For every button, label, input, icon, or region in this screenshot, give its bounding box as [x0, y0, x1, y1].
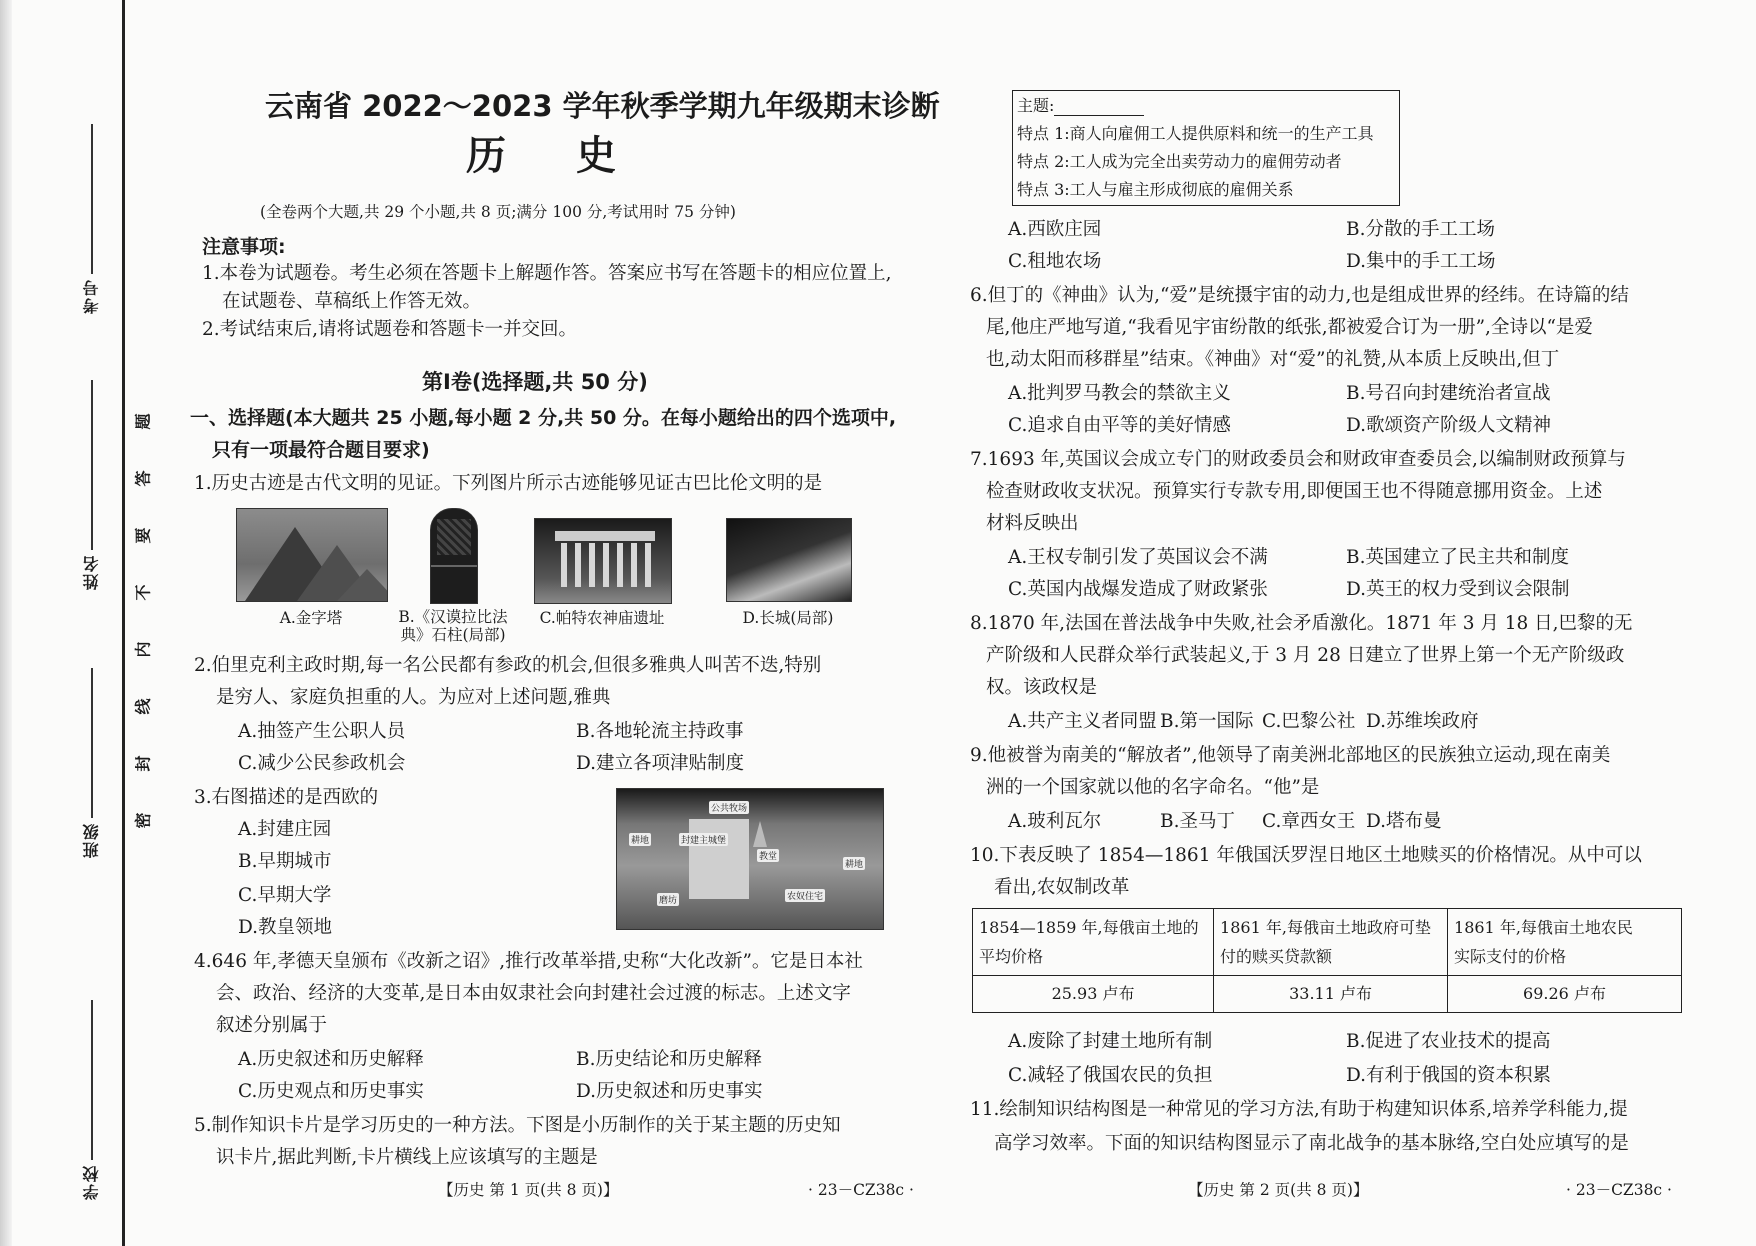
class-label: 班级 — [82, 822, 101, 858]
question-10-option-b[interactable]: B.促进了农业技术的提高 — [1346, 1031, 1551, 1052]
manor-label-castle: 封建主城堡 — [679, 833, 728, 846]
question-7-option-a[interactable]: A.王权专制引发了英国议会不满 — [1008, 547, 1268, 568]
part-heading: 一、选择题(本大题共 25 小题,每小题 2 分,共 50 分。在每小题给出的四个选项中, — [190, 407, 897, 429]
seal-char: 答 — [133, 470, 153, 487]
school-field[interactable] — [80, 1000, 103, 1200]
table-row — [973, 976, 1682, 1013]
exam-title: 云南省 2022～2023 学年秋季学期九年级期末诊断 — [265, 89, 940, 123]
question-4-option-b[interactable]: B.历史结论和历史解释 — [576, 1049, 762, 1070]
table-cell: 69.26 卢布 — [1448, 976, 1682, 1013]
question-10-option-d[interactable]: D.有利于俄国的资本积累 — [1346, 1065, 1552, 1086]
question-2-option-c[interactable]: C.减少公民参政机会 — [238, 753, 406, 774]
seal-char: 题 — [133, 413, 153, 430]
notice-1: 1.本卷为试题卷。考生必须在答题卡上解题作答。答案应书写在答题卡的相应位置上, — [202, 263, 892, 284]
header-line: 平均价格 — [979, 947, 1044, 966]
question-6-option-a[interactable]: A.批判罗马教会的禁欲主义 — [1008, 383, 1231, 404]
seal-line-warning — [133, 410, 153, 832]
page-2-code: · 23－CZ38c · — [1566, 1181, 1672, 1199]
binding-line — [122, 0, 125, 1246]
header-line: 1861 年,每俄亩土地农民 — [1454, 918, 1633, 937]
question-2-option-a[interactable]: A.抽签产生公职人员 — [238, 721, 406, 742]
question-5-option-c[interactable]: C.租地农场 — [1008, 251, 1102, 272]
great-wall-photo — [726, 518, 852, 602]
pyramids-photo — [236, 508, 388, 602]
table-header-cell — [1214, 909, 1448, 976]
question-7-option-d[interactable]: D.英王的权力受到议会限制 — [1346, 579, 1570, 600]
question-1-option-a: A.金字塔 — [279, 609, 343, 627]
question-1-option-d: D.长城(局部) — [742, 609, 834, 627]
question-4-stem-cont-2: 叙述分别属于 — [216, 1015, 328, 1036]
manor-label-mill: 磨坊 — [657, 893, 679, 906]
manor-label-farmland: 耕地 — [629, 833, 651, 846]
question-5-option-a[interactable]: A.西欧庄园 — [1008, 219, 1102, 240]
subject-title: 历史 — [466, 133, 686, 179]
question-9-stem-cont: 洲的一个国家就以他的名字命名。“他”是 — [986, 777, 1320, 798]
question-6-option-d[interactable]: D.歌颂资产阶级人文精神 — [1346, 415, 1552, 436]
seal-char: 线 — [133, 698, 153, 715]
question-6-option-c[interactable]: C.追求自由平等的美好情感 — [1008, 415, 1231, 436]
header-line: 实际支付的价格 — [1454, 947, 1567, 966]
question-9-stem: 9.他被誉为南美的“解放者”,他领导了南美洲北部地区的民族独立运动,现在南美 — [970, 745, 1611, 766]
notice-2: 2.考试结束后,请将试题卷和答题卡一并交回。 — [202, 319, 578, 340]
question-9-option-a[interactable]: A.玻利瓦尔 — [1008, 811, 1102, 832]
question-10-option-c[interactable]: C.减轻了俄国农民的负担 — [1008, 1065, 1213, 1086]
question-10-option-a[interactable]: A.废除了封建土地所有制 — [1008, 1031, 1213, 1052]
question-2-stem-cont: 是穷人、家庭负担重的人。为应对上述问题,雅典 — [216, 687, 611, 708]
header-line: 付的赎买贷款额 — [1220, 947, 1333, 966]
question-3-option-d[interactable]: D.教皇领地 — [238, 917, 333, 938]
question-2-option-d[interactable]: D.建立各项津贴制度 — [576, 753, 745, 774]
table-header-cell — [973, 909, 1214, 976]
seal-char: 内 — [133, 641, 153, 658]
question-8-stem-cont: 产阶级和人民群众举行武装起义,于 3 月 28 日建立了世界上第一个无产阶级政 — [986, 645, 1625, 666]
header-line: 1861 年,每俄亩土地政府可垫 — [1220, 918, 1431, 937]
question-4-stem-cont: 会、政治、经济的大变革,是日本由奴隶社会向封建社会过渡的标志。上述文字 — [216, 983, 851, 1004]
option-b-caption-line1: B.《汉谟拉比法 — [398, 608, 508, 626]
school-label: 学校 — [82, 1164, 101, 1200]
question-7-option-c[interactable]: C.英国内战爆发造成了财政紧张 — [1008, 579, 1268, 600]
question-9-option-b[interactable]: B.圣马丁 — [1160, 811, 1235, 832]
question-6-stem: 6.但丁的《神曲》认为,“爱”是统摄宇宙的动力,也是组成世界的经纬。在诗篇的结 — [970, 285, 1629, 306]
question-10-stem-cont: 看出,农奴制改革 — [994, 877, 1130, 898]
notice-1-cont: 在试题卷、草稿纸上作答无效。 — [222, 291, 482, 312]
manor-label-serf-houses: 农奴住宅 — [785, 889, 825, 902]
class-blank[interactable] — [91, 668, 93, 818]
table-cell: 33.11 卢布 — [1214, 976, 1448, 1013]
seal-char: 密 — [133, 812, 153, 829]
question-2-stem: 2.伯里克利主政时期,每一名公民都有参政的机会,但很多雅典人叫苦不迭,特别 — [194, 655, 822, 676]
card-topic-label: 主题: — [1017, 96, 1055, 115]
manor-label-church: 教堂 — [757, 849, 779, 862]
land-price-table — [972, 908, 1682, 1013]
question-4-option-a[interactable]: A.历史叙述和历史解释 — [238, 1049, 424, 1070]
question-8-stem-cont-2: 权。该政权是 — [986, 677, 1098, 698]
question-5-stem: 5.制作知识卡片是学习历史的一种方法。下图是小历制作的关于某主题的历史知 — [194, 1115, 841, 1136]
question-5-option-b[interactable]: B.分散的手工工场 — [1346, 219, 1495, 240]
question-3-option-c[interactable]: C.早期大学 — [238, 885, 332, 906]
question-10-stem: 10.下表反映了 1854—1861 年俄国沃罗涅日地区土地赎买的价格情况。从中可以 — [970, 845, 1642, 866]
question-6-stem-cont: 尾,他庄严地写道,“我看见宇宙纷散的纸张,都被爱合订为一册”,全诗以“是爱 — [986, 317, 1593, 338]
question-7-stem-cont: 检查财政收支状况。预算实行专款专用,即便国王也不得随意挪用资金。上述 — [986, 481, 1603, 502]
name-field[interactable] — [80, 380, 103, 590]
question-5-option-d[interactable]: D.集中的手工工场 — [1346, 251, 1496, 272]
table-header-row — [973, 909, 1682, 976]
question-8-option-c[interactable]: C.巴黎公社 — [1262, 711, 1356, 732]
question-7-stem: 7.1693 年,英国议会成立专门的财政委员会和财政审查委员会,以编制财政预算与 — [970, 449, 1626, 470]
notice-heading: 注意事项: — [202, 236, 286, 258]
knowledge-card — [1012, 90, 1400, 206]
card-feature-2: 特点 2:工人成为完全出卖劳动力的雇佣劳动者 — [1017, 152, 1342, 171]
card-feature-3: 特点 3:工人与雇主形成彻底的雇佣关系 — [1017, 180, 1294, 199]
question-8-option-b[interactable]: B.第一国际 — [1160, 711, 1254, 732]
stele-photo — [430, 508, 478, 604]
card-topic — [1017, 93, 1144, 116]
question-1-option-c: C.帕特农神庙遗址 — [539, 609, 665, 627]
seal-char: 封 — [133, 755, 153, 772]
question-4-option-d[interactable]: D.历史叙述和历史事实 — [576, 1081, 763, 1102]
binding-margin — [0, 0, 165, 1246]
part-heading-cont: 只有一项最符合题目要求) — [212, 439, 430, 461]
question-3-option-b[interactable]: B.早期城市 — [238, 851, 332, 872]
parthenon-photo — [534, 518, 672, 604]
table-cell: 25.93 卢布 — [973, 976, 1214, 1013]
header-line: 1854—1859 年,每俄亩土地的 — [979, 918, 1199, 937]
exam-number-label: 考号 — [82, 278, 101, 314]
school-blank[interactable] — [91, 1000, 93, 1160]
section-heading: 第Ⅰ卷(选择题,共 50 分) — [422, 370, 648, 394]
question-8-stem: 8.1870 年,法国在普法战争中失败,社会矛盾激化。1871 年 3 月 18 日,巴黎的无 — [970, 613, 1633, 634]
question-1-stem: 1.历史古迹是古代文明的见证。下列图片所示古迹能够见证古巴比伦文明的是 — [194, 473, 823, 494]
question-7-option-b[interactable]: B.英国建立了民主共和制度 — [1346, 547, 1569, 568]
seal-char: 不 — [133, 584, 153, 601]
question-8-option-d[interactable]: D.苏维埃政府 — [1366, 711, 1479, 732]
page-1-footer: 【历史 第 1 页(共 8 页)】 — [438, 1181, 619, 1199]
class-field[interactable] — [80, 668, 103, 858]
question-11-stem-cont: 高学习效率。下面的知识结构图显示了南北战争的基本脉络,空白处应填写的是 — [994, 1133, 1629, 1154]
feudal-manor-illustration — [616, 788, 884, 930]
name-label: 姓名 — [82, 554, 101, 590]
card-feature-1: 特点 1:商人向雇佣工人提供原料和统一的生产工具 — [1017, 124, 1374, 143]
manor-label-farmland-2: 耕地 — [843, 857, 865, 870]
question-9-option-d[interactable]: D.塔布曼 — [1366, 811, 1442, 832]
question-6-stem-cont-2: 也,动太阳而移群星”结束。《神曲》对“爱”的礼赞,从本质上反映出,但丁 — [986, 349, 1560, 370]
exam-info: (全卷两个大题,共 29 个小题,共 8 页;满分 100 分,考试用时 75 分钟) — [260, 203, 736, 221]
question-5-stem-cont: 识卡片,据此判断,卡片横线上应该填写的主题是 — [216, 1147, 598, 1168]
question-8-option-a[interactable]: A.共产主义者同盟 — [1008, 711, 1157, 732]
question-9-option-c[interactable]: C.章西女王 — [1262, 811, 1356, 832]
question-3-stem: 3.右图描述的是西欧的 — [194, 787, 379, 808]
card-topic-blank[interactable] — [1054, 99, 1144, 116]
question-7-stem-cont-2: 材料反映出 — [986, 513, 1079, 534]
question-4-option-c[interactable]: C.历史观点和历史事实 — [238, 1081, 424, 1102]
question-11-stem: 11.绘制知识结构图是一种常见的学习方法,有助于构建知识体系,培养学科能力,提 — [970, 1099, 1628, 1120]
question-4-stem: 4.646 年,孝德天皇颁布《改新之诏》,推行改革举措,史称“大化改新”。它是日本社 — [194, 951, 863, 972]
exam-number-field[interactable] — [80, 124, 103, 314]
option-b-caption-line2: 典》石柱(局部) — [400, 626, 506, 644]
page-2-footer: 【历史 第 2 页(共 8 页)】 — [1188, 1181, 1369, 1199]
question-6-option-b[interactable]: B.号召向封建统治者宣战 — [1346, 383, 1551, 404]
name-blank[interactable] — [91, 380, 93, 550]
seal-char: 要 — [133, 527, 153, 544]
manor-label-pasture: 公共牧场 — [709, 801, 749, 814]
page-1-code: · 23－CZ38c · — [808, 1181, 914, 1199]
exam-number-blank[interactable] — [91, 124, 93, 274]
question-2-option-b[interactable]: B.各地轮流主持政事 — [576, 721, 744, 742]
question-1-option-b — [390, 608, 516, 644]
table-header-cell — [1448, 909, 1682, 976]
question-3-option-a[interactable]: A.封建庄园 — [238, 819, 332, 840]
